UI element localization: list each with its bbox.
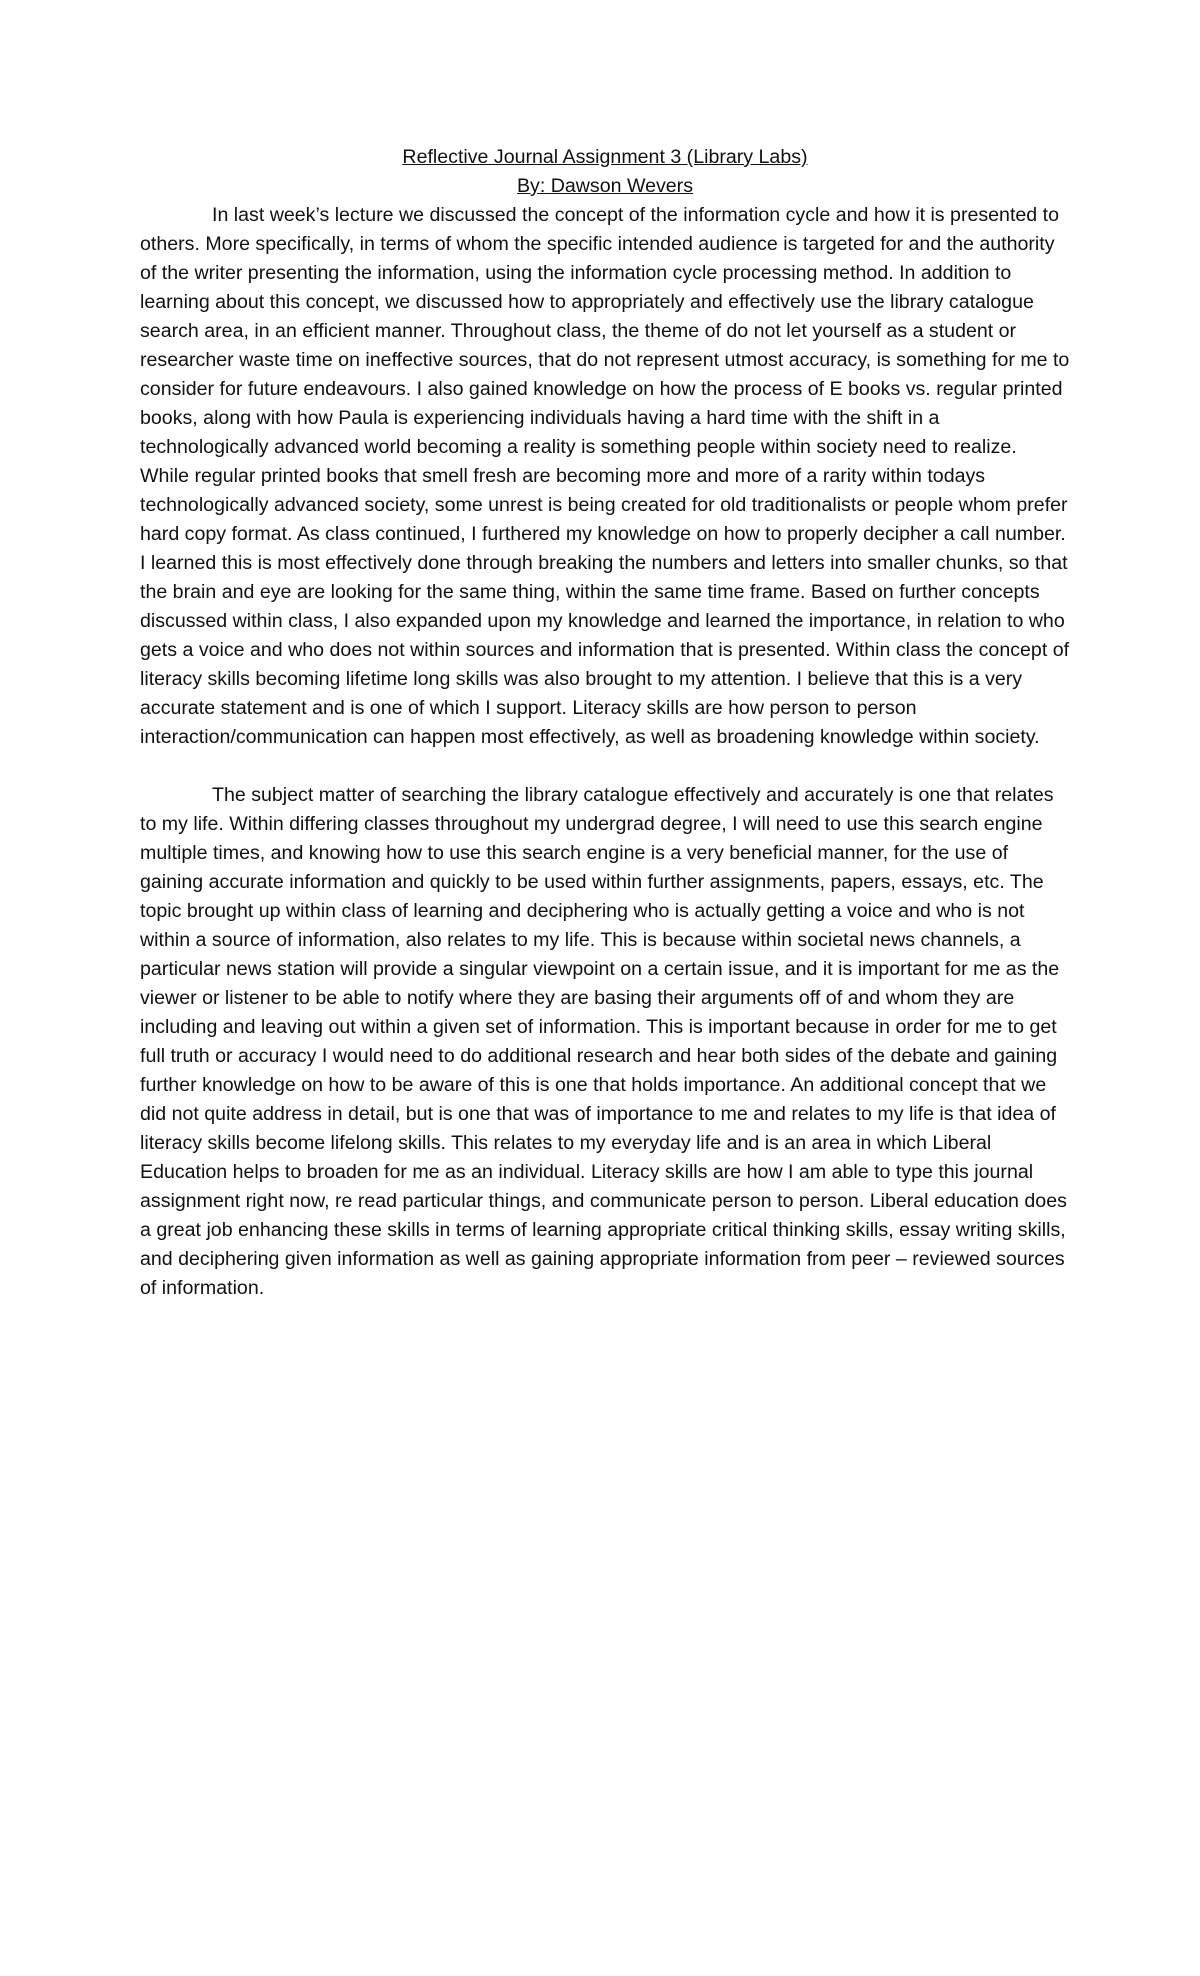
author-line: By: Dawson Wevers	[516, 175, 694, 197]
document-body	[140, 143, 1070, 1303]
document-title: Reflective Journal Assignment 3 (Library Labs)	[402, 146, 808, 168]
paragraph-2: The subject matter of searching the library catalogue effectively and accurately is one that relates to my life. Within differing classes throughout my undergrad degree, I will need to use this search engine multiple times, and knowing how to use this search engine is a very beneficial manner, for the use of gaining accurate information and quickly to be used within further assignments, papers, essays, etc. The topic brought up within class of learning and deciphering who is actually getting a voice and who is not within a source of information, also relates to my life. This is because within societal news channels, a particular news station will provide a singular viewpoint on a certain issue, and it is important for me as the viewer or listener to be able to notify where they are basing their arguments off of and whom they are including and leaving out within a given set of information. This is important because in order for me to get full truth or accuracy I would need to do additional research and hear both sides of the debate and gaining further knowledge on how to be aware of this is one that holds importance. An additional concept that we did not quite address in detail, but is one that was of importance to me and relates to my life is that idea of literacy skills become lifelong skills. This relates to my everyday life and is an area in which Liberal Education helps to broaden for me as an individual. Literacy skills are how I am able to type this journal assignment right now, re read particular things, and communicate person to person. Liberal education does a great job enhancing these skills in terms of learning appropriate critical thinking skills, essay writing skills, and deciphering given information as well as gaining appropriate information from peer – reviewed sources of information.	[140, 784, 1067, 1299]
paragraph-1: In last week’s lecture we discussed the concept of the information cycle and how it is presented to others. More specifically, in terms of whom the specific intended audience is targeted for and the authority of the writer presenting the information, using the information cycle processing method. In addition to learning about this concept, we discussed how to appropriately and effectively use the library catalogue search area, in an efficient manner. Throughout class, the theme of do not let yourself as a student or researcher waste time on ineffective sources, that do not represent utmost accuracy, is something for me to consider for future endeavours. I also gained knowledge on how the process of E books vs. regular printed books, along with how Paula is experiencing individuals having a hard time with the shift in a technologically advanced world becoming a reality is something people within society need to realize. While regular printed books that smell fresh are becoming more and more of a rarity within todays technologically advanced society, some unrest is being created for old traditionalists or people whom prefer hard copy format. As class continued, I furthered my knowledge on how to properly decipher a call number. I learned this is most effectively done through breaking the numbers and letters into smaller chunks, so that the brain and eye are looking for the same thing, within the same time frame. Based on further concepts discussed within class, I also expanded upon my knowledge and learned the importance, in relation to who gets a voice and who does not within sources and information that is presented. Within class the concept of literacy skills becoming lifetime long skills was also brought to my attention. I believe that this is a very accurate statement and is one of which I support. Literacy skills are how person to person interaction/communication can happen most effectively, as well as broadening knowledge within society.	[140, 204, 1070, 748]
